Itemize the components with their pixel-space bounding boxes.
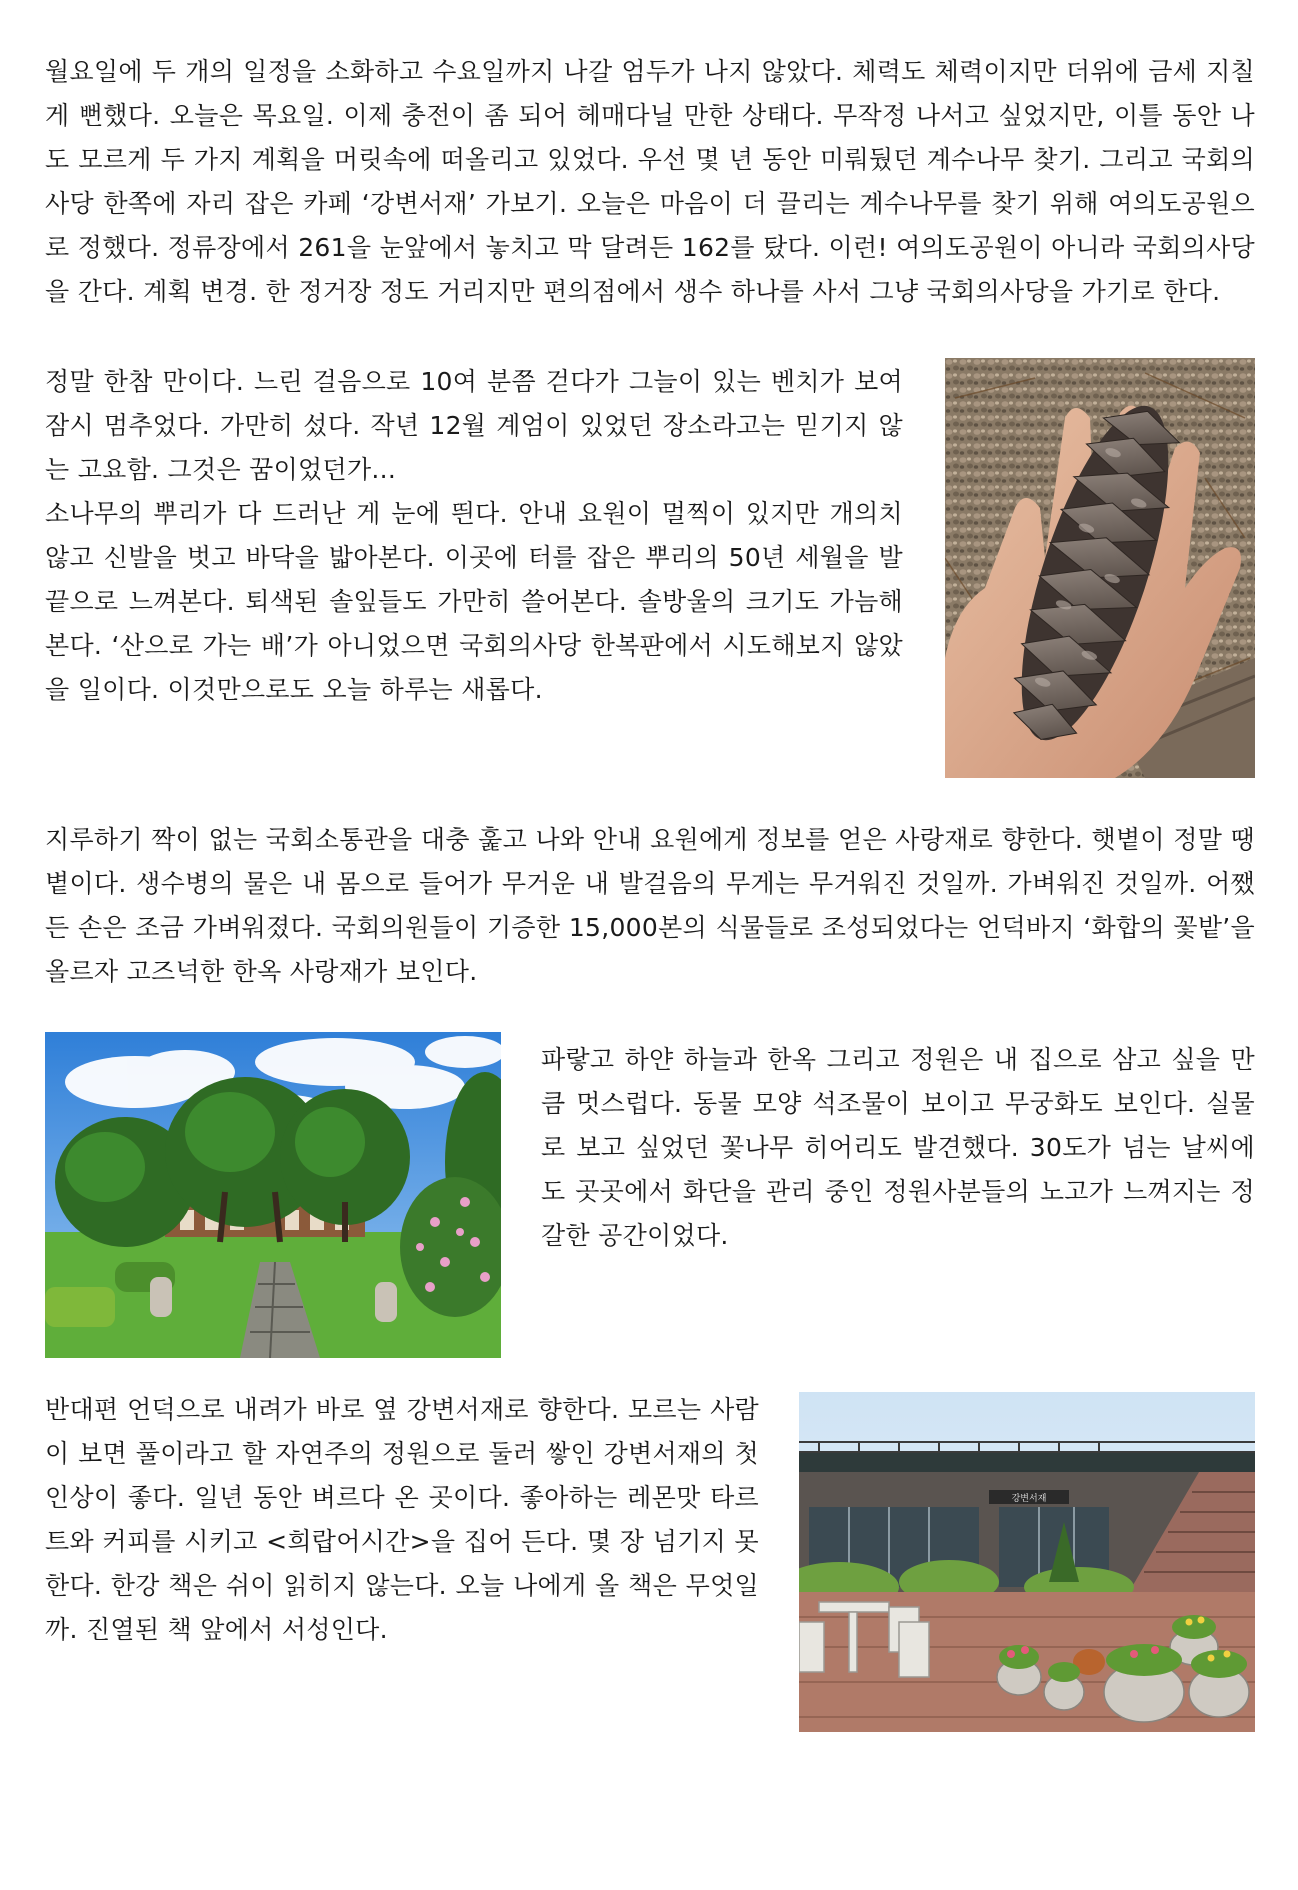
- paragraph-4: 파랗고 하얀 하늘과 한옥 그리고 정원은 내 집으로 삼고 싶을 만큼 멋스럽다. 동물 모양 석조물이 보이고 무궁화도 보인다. 실물로 보고 싶었던 꽃나무 히어리도 발견했다. 30도가 넘는 날씨에도 곳곳에서 화단을 관리 중인 정원사분들의 노고가 느껴지는 정갈한 공간이었다.: [541, 1045, 1255, 1250]
- paragraph-1: 월요일에 두 개의 일정을 소화하고 수요일까지 나갈 엄두가 나지 않았다. 체력도 체력이지만 더위에 금세 지칠 게 뻔했다. 오늘은 목요일. 이제 충전이 좀 되어 헤매다닐 만한 상태다. 무작정 나서고 싶었지만, 이틀 동안 나도 모르게 두 가지 계획을 머릿속에 떠올리고 있었다. 우선 몇 년 동안 미뤄뒀던 계수나무 찾기. 그리고 국회의사당 한쪽에 자리 잡은 카페 ‘강변서재’ 가보기. 오늘은 마음이 더 끌리는 계수나무를 찾기 위해 여의도공원으로 정했다. 정류장에서 261을 눈앞에서 놓치고 막 달려든 162를 탔다. 이런! 여의도공원이 아니라 국회의사당을 간다. 계획 변경. 한 정거장 정도 거리지만 편의점에서 생수 하나를 사서 그냥 국회의사당을 가기로 한다.: [45, 57, 1255, 306]
- paragraph-block-3: [45, 818, 1255, 994]
- cafe-sign-text: 강변서재: [1011, 1494, 1047, 1504]
- paragraph-3: 지루하기 짝이 없는 국회소통관을 대충 훑고 나와 안내 요원에게 정보를 얻은 사랑재로 향한다. 햇볕이 정말 땡볕이다. 생수병의 물은 내 몸으로 들어가 무거운 내 발걸음의 무게는 무거워진 것일까. 가벼워진 것일까. 어쨌든 손은 조금 가벼워졌다. 국회의원들이 기증한 15,000본의 식물들로 조성되었다는 언덕바지 ‘화합의 꽃밭’을 올르자 고즈넉한 한옥 사랑재가 보인다.: [45, 825, 1255, 986]
- paragraph-block-1: [45, 50, 1255, 314]
- paragraph-2b: 소나무의 뿌리가 다 드러난 게 눈에 띈다. 안내 요원이 멀찍이 있지만 개의치 않고 신발을 벗고 바닥을 밟아본다. 이곳에 터를 잡은 뿌리의 50년 세월을 발끝으로 느껴본다. 퇴색된 솔잎들도 가만히 쓸어본다. 솔방울의 크기도 가늠해 본다. ‘산으로 가는 배’가 아니었으면 국회의사당 한복판에서 시도해보지 않았을 일이다. 이것만으로도 오늘 하루는 새롭다.: [45, 499, 903, 704]
- paragraph-2: [45, 360, 903, 712]
- paragraph-2a: 정말 한참 만이다. 느린 걸음으로 10여 분쯤 걷다가 그늘이 있는 벤치가 보여 잠시 멈추었다. 가만히 섰다. 작년 12월 계엄이 있었던 장소라고는 믿기지 않는 고요함. 그것은 꿈이었던가...: [45, 367, 903, 484]
- cafe-terrace-photo: [799, 1392, 1255, 1732]
- paragraph-block-2: [45, 360, 1255, 778]
- article: [45, 50, 1255, 1732]
- paragraph-block-5: [45, 1388, 1255, 1732]
- pinecone-photo: [945, 358, 1255, 778]
- paragraph-5: 반대편 언덕으로 내려가 바로 옆 강변서재로 향한다. 모르는 사람이 보면 풀이라고 할 자연주의 정원으로 둘러 쌓인 강변서재의 첫인상이 좋다. 일년 동안 벼르다 온 곳이다. 좋아하는 레몬맛 타르트와 커피를 시키고 <희랍어시간>을 집어 든다. 몇 장 넘기지 못한다. 한강 책은 쉬이 읽히지 않는다. 오늘 나에게 올 책은 무엇일까. 진열된 책 앞에서 서성인다.: [45, 1395, 759, 1644]
- hanok-garden-photo: [45, 1032, 501, 1358]
- paragraph-block-4: [45, 1032, 1255, 1358]
